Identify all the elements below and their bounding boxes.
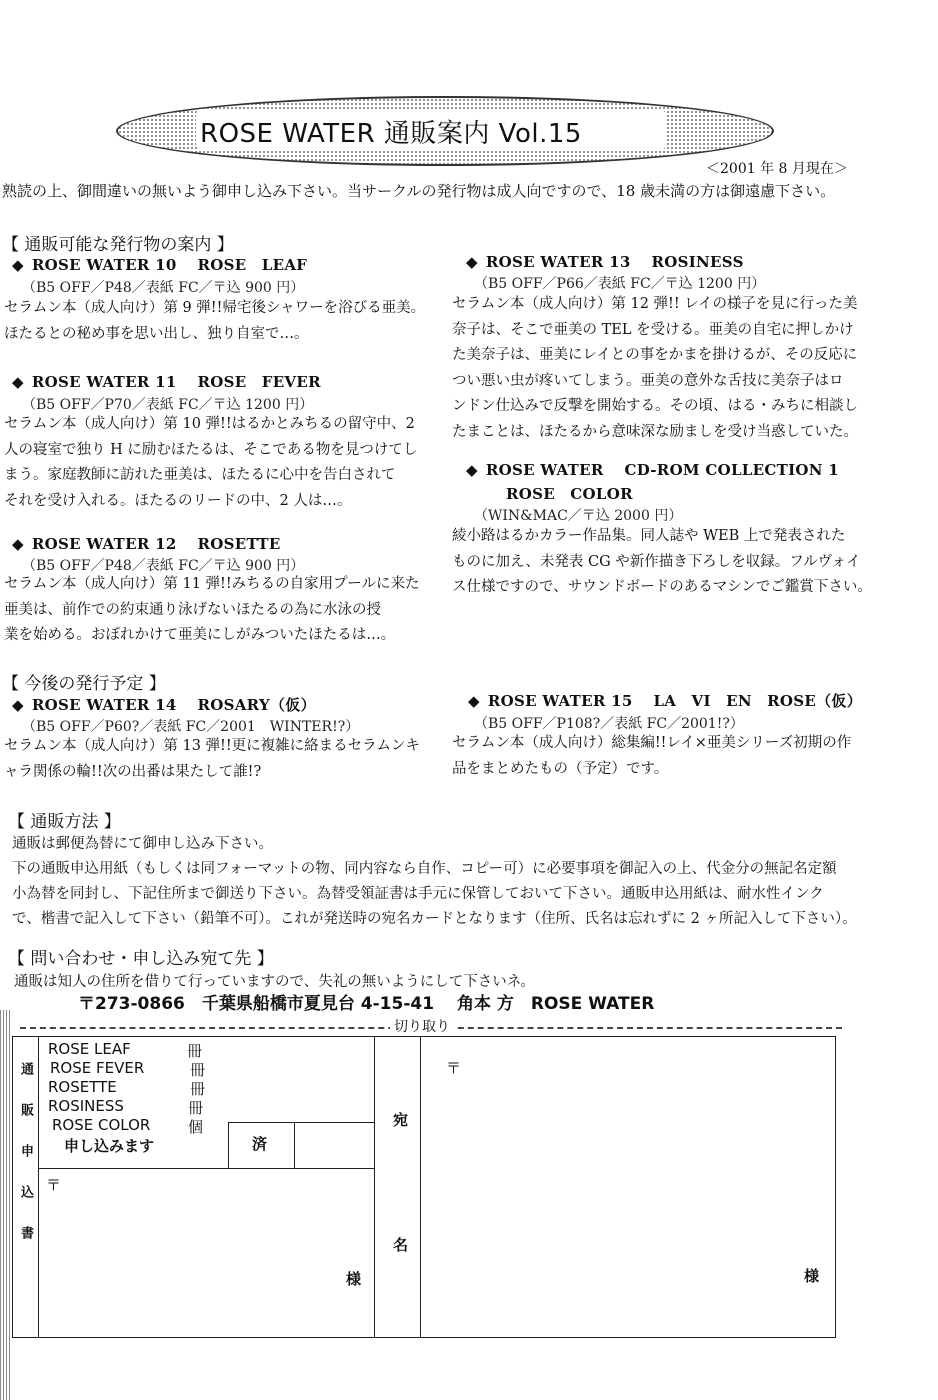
method-line: 通販は郵便為替にて御申し込み下さい。 [12, 836, 273, 852]
diamond-icon: ◆ [12, 256, 24, 274]
item-title [12, 254, 307, 275]
form-border [12, 1036, 836, 1338]
form-divider [294, 1122, 295, 1168]
desc-line: ャラ関係の輪!!次の出番は果たして誰!? [4, 763, 262, 780]
desc-line: セラムン本（成人向け）総集編!!レイ×亜美シリーズ初期の作 [452, 735, 852, 751]
product-unit: 冊 [187, 1042, 203, 1060]
desc-line: た美奈子は、亜美にレイとの事をかまを掛けるが、その反応に [452, 347, 858, 363]
method-heading: 【 通販方法 】 [8, 812, 121, 832]
upcoming-heading: 【 今後の発行予定 】 [2, 674, 166, 694]
done-label: 済 [252, 1135, 268, 1153]
product-unit: 個 [188, 1118, 204, 1136]
item-title [12, 371, 321, 392]
form-divider [38, 1036, 39, 1338]
product-name: ROSE FEVER [50, 1059, 145, 1077]
age-notice: 熟読の上、御間違いの無いよう御申し込み下さい。当サークルの発行物は成人向ですので、18 歳未満の方は御遠慮下さい。 [2, 182, 836, 200]
product-unit: 冊 [188, 1099, 204, 1117]
form-divider [420, 1036, 421, 1338]
postal-mark: 〒 [46, 1176, 62, 1194]
contact-heading: 【 問い合わせ・申し込み宛て先 】 [8, 949, 274, 969]
method-line: 小為替を同封し、下記住所まで御送り下さい。為替受領証書は手元に保管しておいて下さい。通販申込用紙は、耐水性インク [12, 886, 824, 902]
method-line: で、楷書で記入して下さい（鉛筆不可）。これが発送時の宛名カードとなります（住所、氏名は忘れずに 2 ヶ所記入して下さい）。 [12, 911, 857, 927]
desc-line: ンドン仕込みで反撃を開始する。その頃、はる・みちに相談し [452, 398, 858, 414]
item-title-text: ROSE WATER 15 LA VI EN ROSE（仮） [487, 692, 863, 710]
item-title-text: ROSE WATER 13 ROSINESS [485, 253, 744, 271]
cut-label: 切り取り [390, 1016, 454, 1036]
item-title [466, 459, 839, 480]
sama-label: 様 [804, 1267, 820, 1285]
diamond-icon: ◆ [12, 696, 24, 714]
desc-line: まう。家庭教師に訪れた亜美は、ほたるに心中を告白されて [4, 467, 396, 483]
method-line: 下の通販申込用紙（もしくは同フォーマットの物、同内容なら自作、コピー可）に必要事項を御記入の上、代金分の無記名定額 [12, 861, 837, 877]
item-desc [452, 292, 858, 445]
desc-line: 奈子は、そこで亜美の TEL を受ける。亜美の自宅に押しかけ [452, 321, 854, 338]
binding-edge [0, 1010, 10, 1400]
form-divider [374, 1036, 375, 1338]
desc-line: ほたるとの秘め事を思い出し、独り自室で…。 [4, 325, 309, 342]
desc-line: 綾小路はるかカラー作品集。同人誌や WEB 上で発表された [452, 528, 846, 544]
item-desc [4, 412, 417, 514]
desc-line: セラムン本（成人向け）第 13 弾!!更に複雑に絡まるセラムンキ [4, 738, 421, 754]
to-label: 宛名 [391, 1112, 409, 1362]
item-title-text: ROSE WATER 12 ROSETTE [31, 535, 281, 553]
desc-line: 品をまとめたもの（予定）です。 [452, 760, 669, 777]
product-name: ROSE COLOR [52, 1116, 151, 1134]
desc-line: それを受け入れる。ほたるのリードの中、2 人は…。 [4, 492, 352, 509]
desc-line: セラムン本（成人向け）第 11 弾!!みちるの自家用プールに来た [4, 576, 420, 592]
product-unit: 冊 [190, 1061, 206, 1079]
item-spec: （B5 OFF／P48／表紙 FC／〒込 900 円） [22, 558, 305, 574]
item-spec: （B5 OFF／P60?／表紙 FC／2001 WINTER!?） [22, 719, 360, 735]
product-name: ROSINESS [48, 1097, 124, 1115]
form-side-label: 通販申込書 [18, 1062, 33, 1267]
desc-line: ス仕様ですので、サウンドボードのあるマシンでご鑑賞下さい。 [452, 579, 872, 595]
diamond-icon: ◆ [12, 373, 24, 391]
desc-line: 亜美は、前作での約束通り泳げないほたるの為に水泳の授 [4, 601, 381, 618]
desc-line: たまことは、ほたるから意味深な励ましを受け当惑していた。 [452, 423, 858, 440]
apply-label: 申し込みます [64, 1137, 155, 1155]
diamond-icon: ◆ [466, 461, 478, 479]
mailing-address: 〒273-0866 千葉県船橋市夏見台 4-15-41 角本 方 ROSE WATER [78, 994, 655, 1014]
page-title: ROSE WATER 通販案内 Vol.15 [200, 119, 582, 149]
diamond-icon: ◆ [468, 692, 480, 710]
postal-mark: 〒 [446, 1059, 462, 1077]
contact-note: 通販は知人の住所を借りて行っていますので、失礼の無いようにして下さいネ。 [14, 974, 535, 990]
item-title-text: ROSE WATER 14 ROSARY（仮） [31, 696, 316, 714]
item-spec: （B5 OFF／P48／表紙 FC／〒込 900 円） [22, 280, 305, 296]
diamond-icon: ◆ [12, 535, 24, 553]
item-desc [452, 731, 851, 782]
item-desc [4, 734, 420, 785]
item-spec: （B5 OFF／P66／表紙 FC／〒込 1200 円） [474, 276, 766, 292]
sama-label: 様 [346, 1270, 362, 1288]
item-desc [4, 572, 419, 649]
desc-line: ものに加え、未発表 CG や新作描き下ろしを収録。フルヴォイ [452, 553, 861, 570]
item-title-text: ROSE WATER CD-ROM COLLECTION 1 [485, 461, 840, 479]
product-name: ROSE LEAF [48, 1040, 131, 1058]
item-title [468, 690, 862, 711]
method-text [12, 832, 857, 932]
product-unit: 冊 [190, 1080, 206, 1098]
diamond-icon: ◆ [466, 253, 478, 271]
item-title [12, 694, 316, 715]
item-title [466, 251, 744, 272]
item-spec: （WIN&MAC／〒込 2000 円） [474, 508, 683, 524]
desc-line: セラムン本（成人向け）第 12 弾!! レイの様子を見に行った美 [452, 296, 858, 312]
desc-line: 業を始める。おぼれかけて亜美にしがみついたほたるは…。 [4, 627, 396, 643]
form-divider [228, 1122, 374, 1123]
form-divider [228, 1122, 229, 1168]
item-title-text: ROSE WATER 10 ROSE LEAF [31, 256, 308, 274]
desc-line: 人の寝室で独り H に励むほたるは、そこである物を見つけてし [4, 441, 418, 458]
item-title-text: ROSE WATER 11 ROSE FEVER [31, 373, 321, 391]
item-title [12, 533, 281, 554]
item-spec: （B5 OFF／P108?／表紙 FC／2001!?） [474, 716, 744, 732]
item-desc [4, 296, 425, 347]
desc-line: セラムン本（成人向け）第 10 弾!!はるかとみちるの留守中、2 [4, 416, 415, 432]
product-name: ROSETTE [48, 1078, 117, 1096]
item-subtitle: ROSE COLOR [506, 485, 633, 503]
item-desc [452, 524, 872, 601]
date-stamp: ＜2001 年 8 月現在＞ [706, 161, 848, 177]
desc-line: つい悪い虫が疼いてしまう。亜美の意外な舌技に美奈子はロ [452, 372, 844, 389]
available-heading: 【 通販可能な発行物の案内 】 [2, 235, 234, 255]
form-divider [38, 1168, 374, 1169]
desc-line: セラムン本（成人向け）第 9 弾!!帰宅後シャワーを浴びる亜美。 [4, 300, 426, 316]
item-spec: （B5 OFF／P70／表紙 FC／〒込 1200 円） [22, 397, 314, 413]
